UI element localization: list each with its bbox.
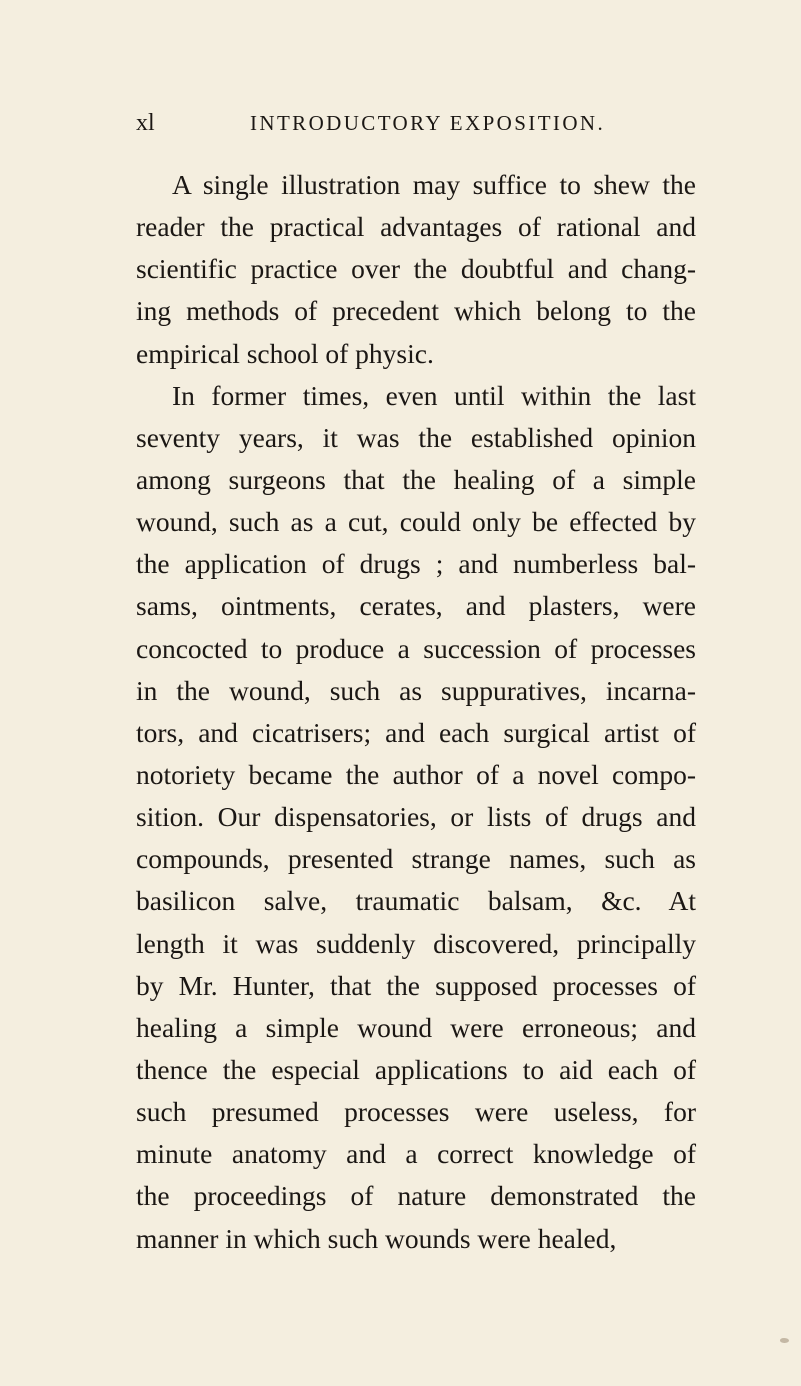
text-line: A single illustration may suffice to shew the <box>172 169 696 200</box>
text-line: the application of drugs ; and numberless bal- <box>136 548 696 580</box>
page-header <box>136 108 696 138</box>
text-line: the proceedings of nature demonstrated the <box>136 1180 696 1212</box>
text-line: In former times, even until within the last <box>172 379 696 411</box>
page-number: xl <box>136 110 155 136</box>
text-line: sition. Our dispensatories, or lists of drugs and <box>136 801 696 833</box>
text-line: seventy years, it was the established opinion <box>136 421 696 453</box>
text-line: in the wound, such as suppuratives, incarna- <box>136 674 696 706</box>
text-line: sams, ointments, cerates, and plasters, were <box>136 590 696 622</box>
text-line: wound, such as a cut, could only be effected by <box>136 506 696 538</box>
text-line: notoriety became the author of a novel compo- <box>136 758 696 790</box>
text-line: thence the especial applications to aid each of <box>136 1053 696 1085</box>
text-line: such presumed processes were useless, for <box>136 1096 696 1128</box>
text-line: manner in which such wounds were healed, <box>136 1222 617 1254</box>
paper-speck <box>780 1338 789 1343</box>
text-line: basilicon salve, traumatic balsam, &c. At <box>136 885 696 917</box>
text-line: concocted to produce a succession of processes <box>136 632 696 664</box>
text-line: tors, and cicatrisers; and each surgical artist of <box>136 716 696 748</box>
text-line: among surgeons that the healing of a simple <box>136 463 696 495</box>
text-line: minute anatomy and a correct knowledge of <box>136 1138 696 1170</box>
text-line: empirical school of physic. <box>136 337 434 369</box>
text-line: reader the practical advantages of rational and <box>136 211 696 243</box>
text-line: length it was suddenly discovered, principally <box>136 927 696 959</box>
text-line: scientific practice over the doubtful and chang- <box>136 253 696 285</box>
body-text <box>136 164 696 1260</box>
running-title: INTRODUCTORY EXPOSITION. <box>250 111 606 135</box>
text-line: healing a simple wound were erroneous; and <box>136 1011 696 1043</box>
text-line: compounds, presented strange names, such as <box>136 843 696 875</box>
text-line: by Mr. Hunter, that the supposed processes of <box>136 969 696 1001</box>
text-line: ing methods of precedent which belong to the <box>136 295 696 327</box>
